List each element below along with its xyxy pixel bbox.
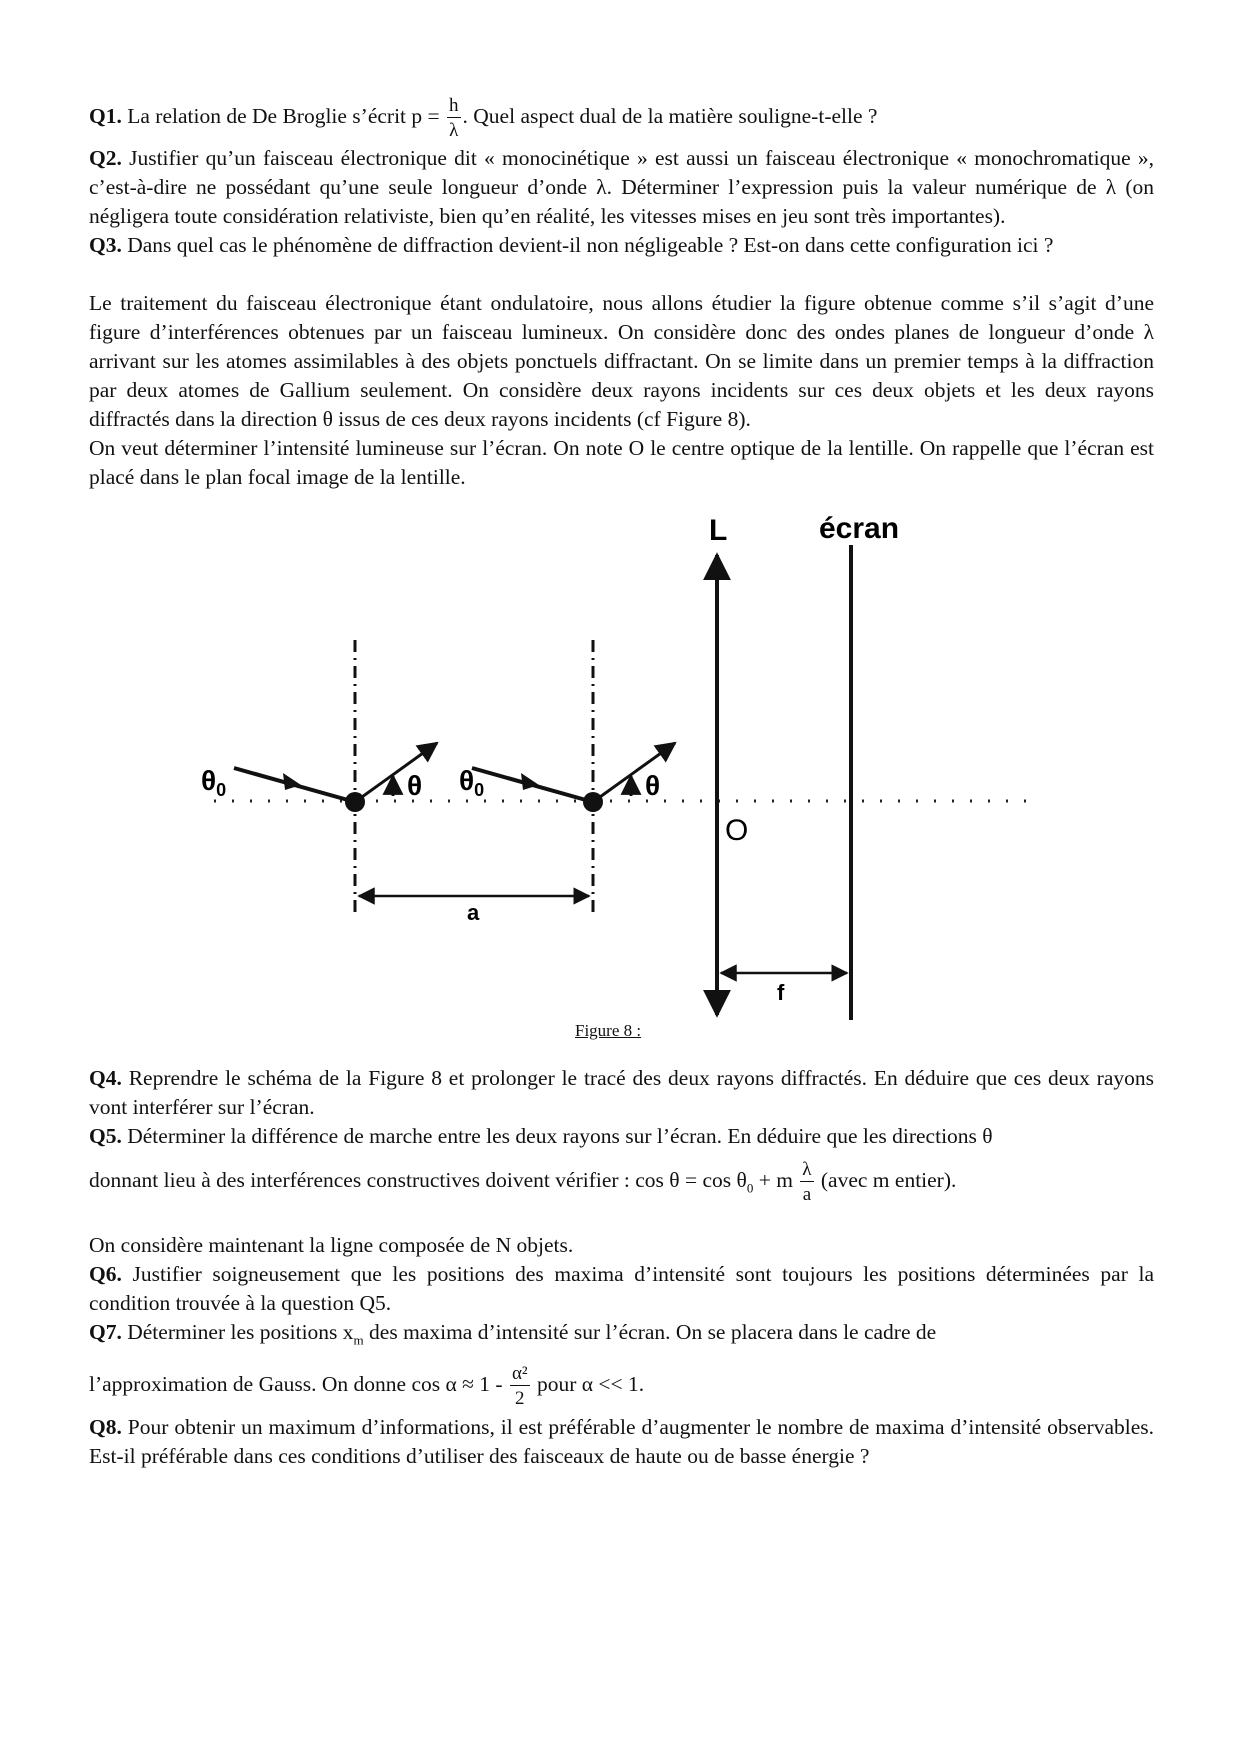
diffracted-ray-2: [593, 743, 675, 802]
spacing-label: a: [467, 900, 480, 925]
q7-eq-pre: cos α ≈ 1 -: [411, 1371, 503, 1396]
diffracted-ray-1: [355, 743, 437, 802]
q1-label: Q1.: [89, 103, 122, 128]
question-q1: [89, 96, 1154, 140]
incident-angle-label-2: $\theta_0$: [459, 765, 485, 800]
question-q7: [89, 1318, 1154, 1354]
q5-equation-line: [89, 1151, 1154, 1217]
q5-line2-post: (avec m entier).: [820, 1168, 957, 1192]
q1-text-post: . Quel aspect dual de la matière souligne-t-elle ?: [462, 103, 878, 128]
q3-text: Dans quel cas le phénomène de diffraction devient-il non négligeable ? Est-on dans cette configuration ici ?: [127, 233, 1054, 257]
q7-fraction-denominator: 2: [515, 1387, 525, 1409]
figure-8: [89, 500, 1154, 1060]
diffracted-angle-label-2: θ: [645, 770, 661, 801]
q2-label: Q2.: [89, 146, 122, 170]
q7-fraction-numerator: α²: [511, 1362, 528, 1384]
screen-label: écran: [819, 512, 900, 545]
question-q2: [89, 144, 1154, 231]
screen-paragraph: On veut déterminer l’intensité lumineuse sur l’écran. On note O le centre optique de la lentille. On rappelle que l’écran est placé dans le plan focal image de la lentille.: [89, 436, 1154, 489]
q5-line2-pre: donnant lieu à des interférences constructives doivent vérifier :: [89, 1168, 630, 1192]
question-q4: [89, 1064, 1154, 1122]
q5-eq-pre: cos θ = cos θ: [635, 1168, 747, 1192]
q7-line2-pre: l’approximation de Gauss. On donne: [89, 1371, 407, 1396]
lens-label: L: [709, 514, 728, 547]
fraction-numerator: h: [449, 95, 459, 116]
figure-caption: Figure 8 :: [575, 1021, 642, 1040]
question-q6: [89, 1260, 1154, 1318]
question-q3: [89, 231, 1154, 260]
q2-text: Justifier qu’un faisceau électronique dit « monocinétique » est aussi un faisceau électronique « monochromatique », c’est-à-dire ne possédant qu’une seule longueur d’onde λ. Déterminer l’expression puis la valeur numérique de λ (on négligera toute considération relativiste, bien qu’en réalité, les vitesses mises en jeu sont très importantes).: [89, 146, 1154, 228]
n-objects-paragraph: On considère maintenant la ligne composée de N objets.: [89, 1233, 574, 1258]
focal-length-label: f: [777, 980, 785, 1005]
q7-fraction: [510, 1364, 530, 1408]
diffraction-diagram: [89, 500, 1154, 1060]
optical-center-label: O: [725, 814, 749, 847]
q5-eq-mid: + m: [758, 1168, 793, 1192]
de-broglie-fraction: [447, 96, 461, 140]
q6-label: Q6.: [89, 1262, 122, 1287]
q7-equation-line: [89, 1355, 1154, 1413]
question-q5: [89, 1122, 1154, 1151]
q8-label: Q8.: [89, 1414, 122, 1439]
fraction-denominator: λ: [449, 120, 459, 141]
incident-angle-label-1: $\theta_0$: [201, 765, 227, 800]
q4-label: Q4.: [89, 1066, 122, 1090]
q4-text: Reprendre le schéma de la Figure 8 et prolonger le tracé des deux rayons diffractés. En déduire que ces deux rayons vont interférer sur l’écran.: [89, 1066, 1154, 1119]
q5-fraction-numerator: λ: [802, 1159, 812, 1181]
q7-text-sub: m: [353, 1332, 364, 1348]
q7-line2-post: pour α << 1.: [536, 1371, 645, 1396]
intro-paragraph: Le traitement du faisceau électronique étant ondulatoire, nous allons étudier la figure obtenue comme s’il s’agit d’une figure d’interférences obtenues par un faisceau lumineux. On considère donc des ondes planes de longueur d’onde λ arrivant sur les atomes assimilables à des objets ponctuels diffractant. On se limite dans un premier temps à la diffraction par deux atomes de Gallium seulement. On considère deux rayons incidents sur ces deux objets et les deux rayons diffractés dans la direction θ issus de ces deux rayons incidents (cf Figure 8).: [89, 291, 1154, 431]
q5-label: Q5.: [89, 1124, 122, 1148]
diffracted-angle-label-1: θ: [407, 770, 423, 801]
q6-text: Justifier soigneusement que les positions des maxima d’intensité sont toujours les positions déterminées par la condition trouvée à la question Q5.: [89, 1262, 1154, 1316]
question-q8: [89, 1413, 1154, 1471]
q7-label: Q7.: [89, 1320, 122, 1345]
q5-fraction-denominator: a: [802, 1184, 812, 1206]
q5-eq-sub: 0: [746, 1180, 754, 1196]
document-page: [89, 96, 1154, 1471]
q1-text-pre: La relation de De Broglie s’écrit p =: [127, 103, 440, 128]
q7-text-a: Déterminer les positions x: [127, 1320, 354, 1345]
q8-text: Pour obtenir un maximum d’informations, il est préférable d’augmenter le nombre de maxima d’intensité observables. Est-il préférable dans ces conditions d’utiliser des faisceaux de haute ou de basse énergie ?: [89, 1414, 1154, 1468]
q5-text: Déterminer la différence de marche entre les deux rayons sur l’écran. En déduire que les directions θ: [127, 1124, 993, 1148]
q5-fraction: [800, 1160, 813, 1204]
q3-label: Q3.: [89, 233, 122, 257]
q7-text-b: des maxima d’intensité sur l’écran. On se placera dans le cadre de: [363, 1320, 937, 1345]
